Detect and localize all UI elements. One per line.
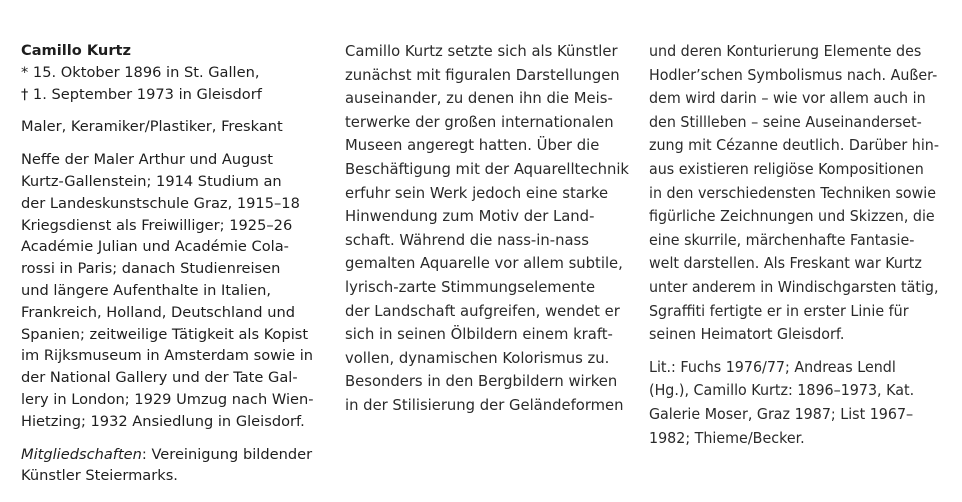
text-line: Besonders in den Bergbildern wirken [345,372,618,391]
text-line: erfuhr sein Werk jedoch eine starke [345,183,609,202]
text-line: gemalten Aquarelle vor allem subtile, [345,254,623,273]
literature-line: (Hg.), Camillo Kurtz: 1896–1973, Kat. [649,381,915,400]
bio-line: rossi in Paris; danach Studienreisen [21,260,281,278]
bio-paragraph [21,149,331,432]
column-description-1 [345,40,635,418]
text-line: dem wird darin – wie vor allem auch in [649,89,926,108]
text-line: Hodler’schen Symbolismus nach. Außer- [649,65,938,84]
text-line: und deren Konturierung Elemente des [649,42,922,60]
text-line: sich in seinen Ölbildern einem kraft- [345,325,613,344]
bio-line: und längere Aufenthalte in Italien, [21,281,271,299]
text-line: auseinander, zu denen ihn die Meis- [345,89,613,108]
bio-line: Académie Julian und Académie Cola- [21,238,289,256]
birth-line: * 15. Oktober 1896 in St. Gallen, [21,63,260,81]
literature-line: 1982; Thieme/Becker. [649,428,805,447]
text-line: den Stillleben – seine Auseinanderset- [649,112,922,131]
text-line: schaft. Während die nass-in-nass [345,230,589,249]
text-line: Museen angeregt hatten. Über die [345,136,600,155]
text-line: seinen Heimatort Gleisdorf. [649,325,845,344]
membership-text: : Vereinigung bildender [141,445,313,463]
bio-line: Frankreich, Holland, Deutschland und [21,303,295,321]
text-line: in den verschiedensten Techniken sowie [649,183,937,202]
text-line: welt darstellen. Als Freskant war Kurtz [649,254,922,273]
bio-line: im Rijksmuseum in Amsterdam sowie in [21,347,314,365]
membership-paragraph [21,444,331,488]
text-line: aus existieren religiöse Kompositionen [649,159,924,178]
bio-line: der Landeskunstschule Graz, 1915–18 [21,194,300,212]
column-description-2 [649,40,949,450]
text-line: Camillo Kurtz setzte sich als Künstler [345,42,618,60]
text-line: terwerke der großen internationalen [345,112,614,131]
text-line: Hinwendung zum Motiv der Land- [345,207,595,226]
death-line: † 1. September 1973 in Gleisdorf [21,85,262,103]
text-line: zunächst mit figuralen Darstellungen [345,65,620,84]
text-line: Sgraffiti fertigte er in erster Linie für [649,301,909,320]
bio-line: Neffe der Maler Arthur und August [21,151,273,169]
membership-label: Mitgliedschaften [21,445,142,463]
bio-line: Hietzing; 1932 Ansiedlung in Gleisdorf. [21,412,305,430]
text-line: lyrisch-zarte Stimmungselemente [345,277,596,296]
column-biography [21,40,331,487]
bio-line: Spanien; zeitweilige Tätigkeit als Kopist [21,325,309,343]
literature-paragraph [649,356,949,450]
bio-line: Kurtz-Gallenstein; 1914 Studium an [21,172,282,190]
text-line: Beschäftigung mit der Aquarelltechnik [345,159,629,178]
profession-line: Maler, Keramiker/Plastiker, Freskant [21,118,283,136]
text-line: unter anderem in Windischgarsten tätig, [649,277,939,296]
literature-line: Lit.: Fuchs 1976/77; Andreas Lendl [649,357,896,376]
literature-line: Galerie Moser, Graz 1987; List 1967– [649,404,914,423]
membership-line: Künstler Steiermarks. [21,467,178,485]
bio-line: Kriegsdienst als Freiwilliger; 1925–26 [21,216,293,234]
artist-name: Camillo Kurtz [21,42,131,59]
text-line: vollen, dynamischen Kolorismus zu. [345,348,610,367]
text-line: eine skurrile, märchenhafte Fantasie- [649,230,915,249]
bio-line: lery in London; 1929 Umzug nach Wien- [21,390,314,408]
text-line: zung mit Cézanne deutlich. Darüber hin- [649,136,939,155]
membership-line [21,444,331,466]
text-line: figürliche Zeichnungen und Skizzen, die [649,207,935,226]
text-line: in der Stilisierung der Geländeformen [345,395,624,414]
text-line: der Landschaft aufgreifen, wendet er [345,301,620,320]
bio-line: der National Gallery und der Tate Gal- [21,369,298,387]
